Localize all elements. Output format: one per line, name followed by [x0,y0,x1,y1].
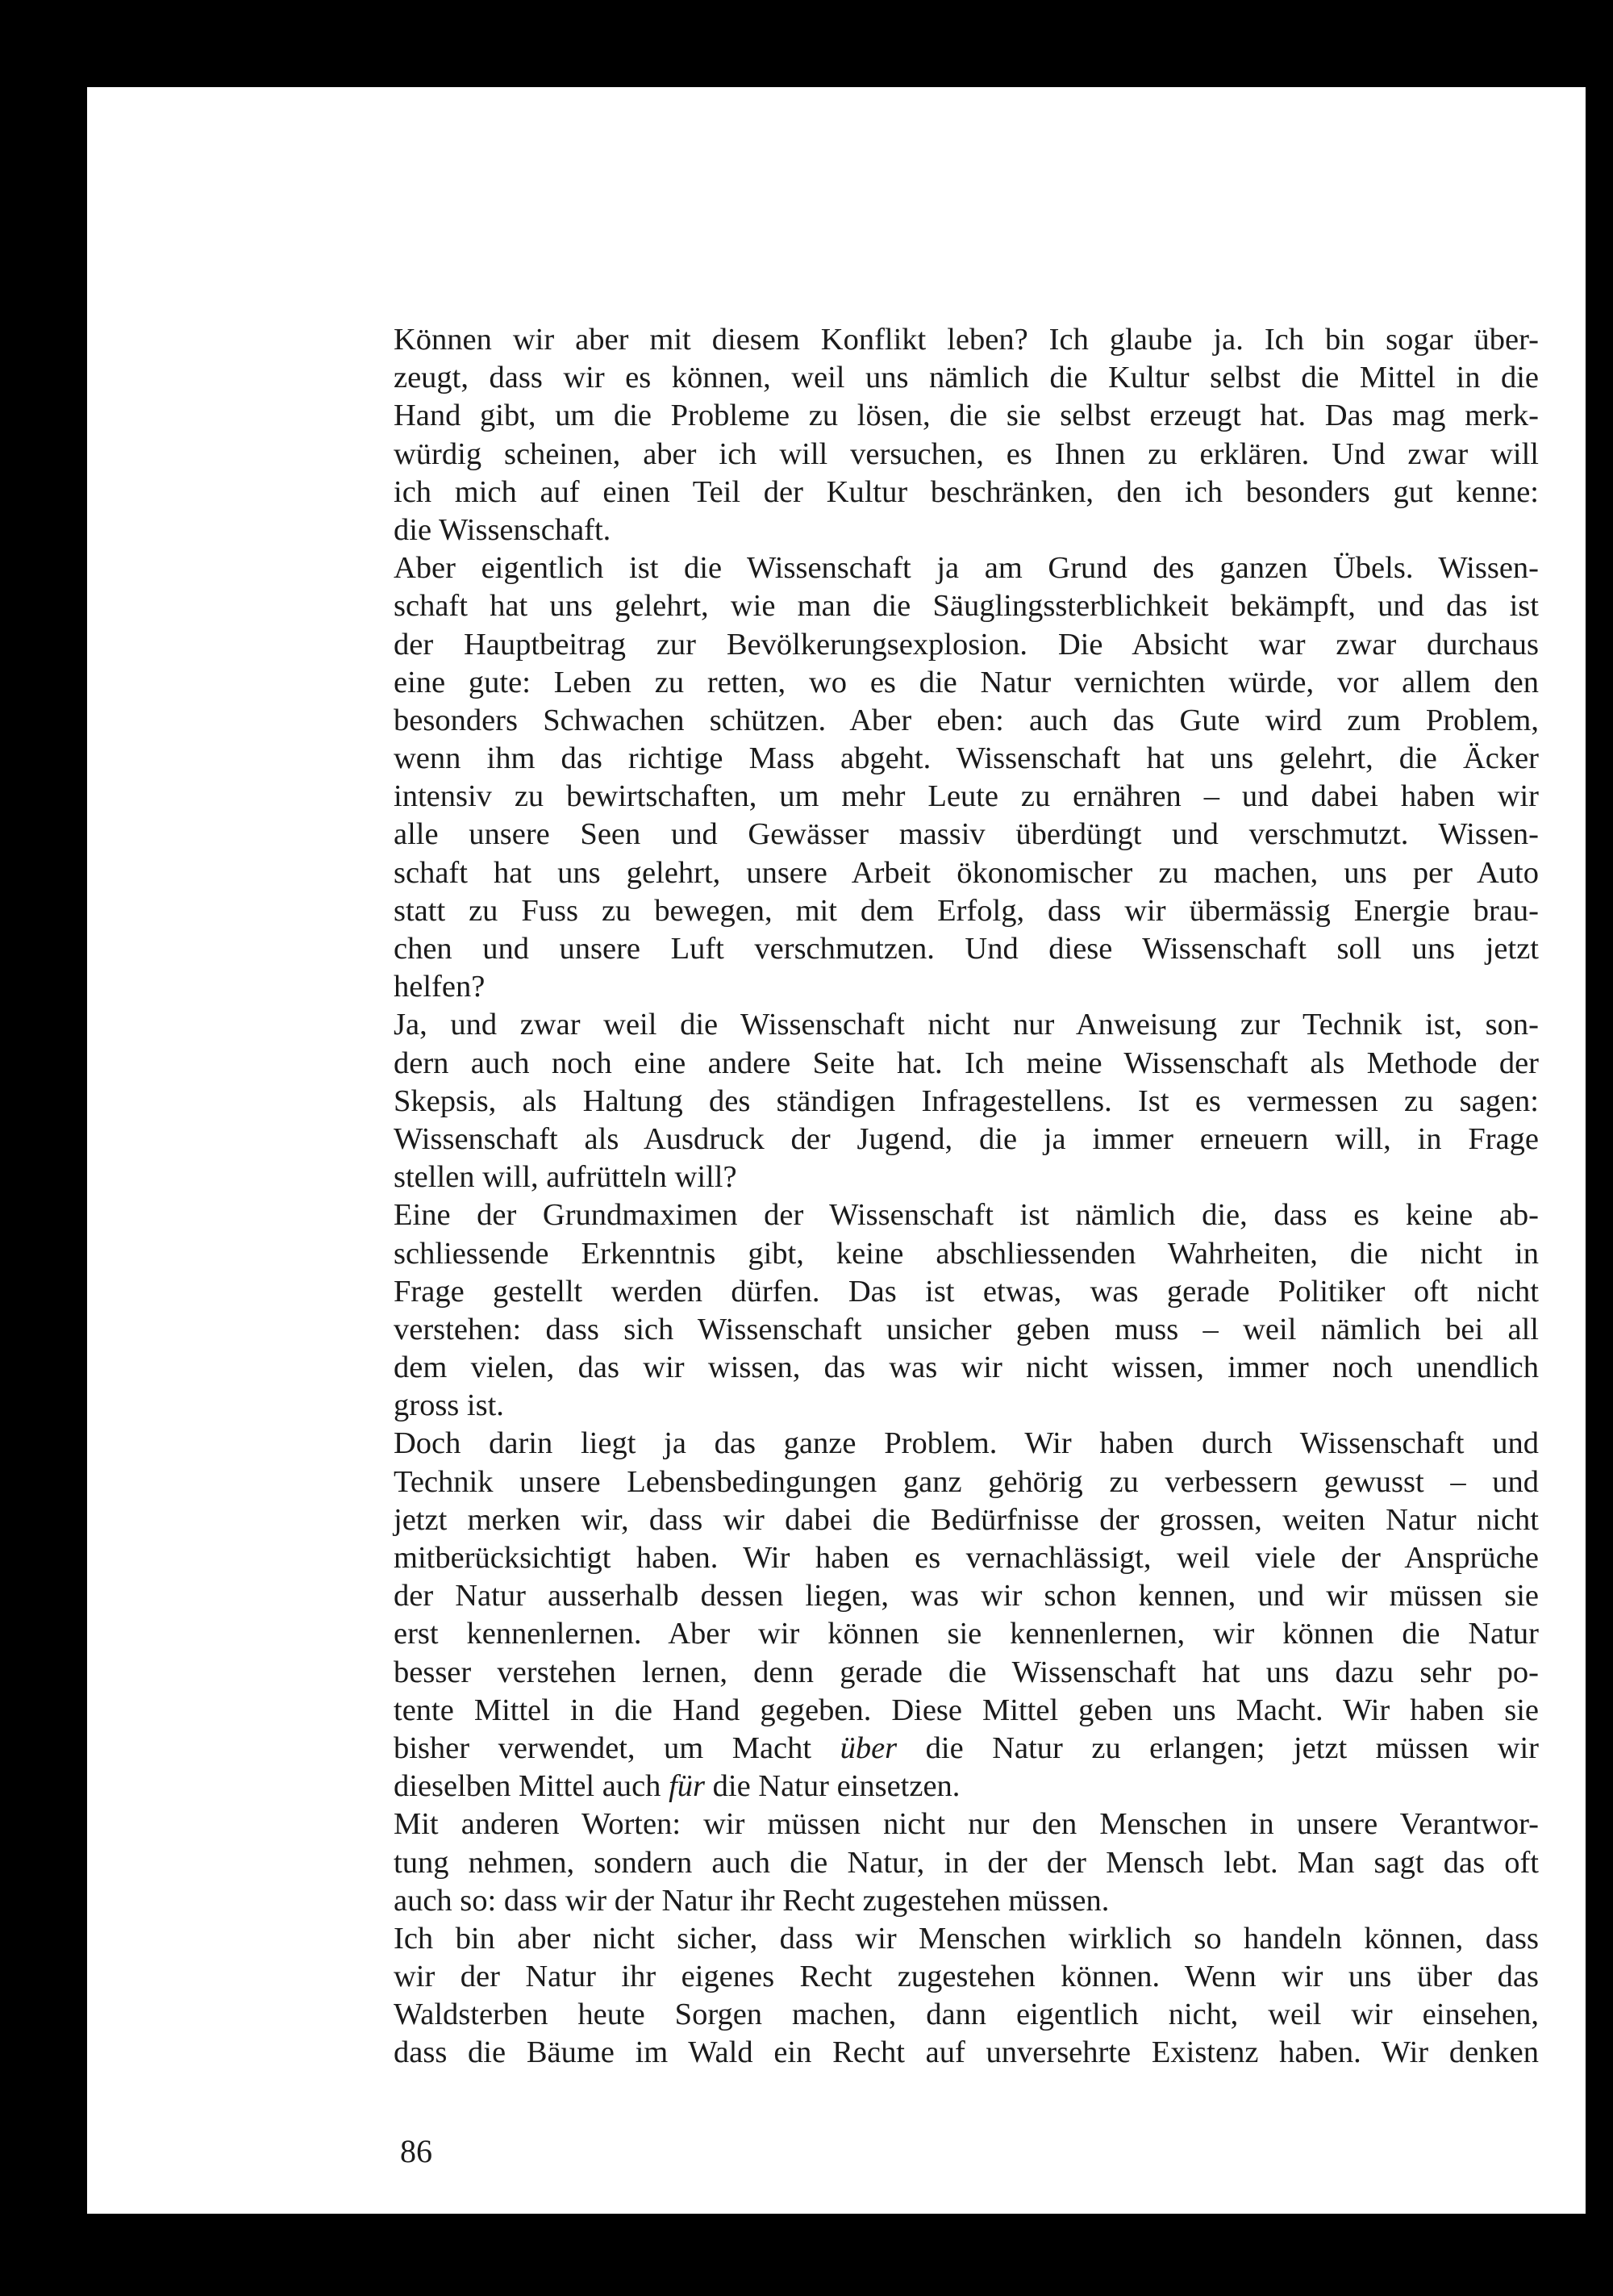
page-number: 86 [400,2133,432,2169]
text-line: zeugt, dass wir es können, weil uns nämlich die Kultur selbst die Mittel in die [394,361,1539,395]
text-line: besonders Schwachen schützen. Aber eben: auch das Gute wird zum Problem, [394,703,1539,737]
text-line: würdig scheinen, aber ich will versuchen, es Ihnen zu erklären. Und zwar will [394,436,1539,471]
text-line: Mit anderen Worten: wir müssen nicht nur den Menschen in unsere Verantwor- [394,1807,1539,1842]
text-segment: die Natur zu erlangen; jetzt müssen wir [897,1730,1539,1765]
text-segment: die Natur einsetzen. [705,1769,961,1804]
text-line: tente Mittel in die Hand gegeben. Diese Mittel geben uns Macht. Wir haben sie [394,1693,1539,1727]
text-line: die Wissenschaft. [394,512,611,547]
text-line: Technik unsere Lebensbedingungen ganz gehörig zu verbessern gewusst – und [394,1464,1539,1499]
body-text [394,321,1539,2073]
text-line: statt zu Fuss zu bewegen, mit dem Erfolg, dass wir übermässig Energie brau- [394,893,1539,928]
text-line: schaft hat uns gelehrt, unsere Arbeit ökonomischer zu machen, uns per Auto [394,855,1539,890]
text-line: gross ist. [394,1388,504,1423]
text-line: Aber eigentlich ist die Wissenschaft ja am Grund des ganzen Übels. Wissen- [394,551,1539,586]
book-page [87,87,1586,2214]
text-line: Frage gestellt werden dürfen. Das ist etwas, was gerade Politiker oft nicht [394,1274,1539,1309]
text-line: tung nehmen, sondern auch die Natur, in der der Mensch lebt. Man sagt das oft [394,1845,1539,1880]
text-line: stellen will, aufrütteln will? [394,1160,737,1195]
text-line: intensiv zu bewirtschaften, um mehr Leute zu ernähren – und dabei haben wir [394,779,1539,814]
text-line: dern auch noch eine andere Seite hat. Ich meine Wissenschaft als Methode der [394,1046,1539,1080]
text-line: wenn ihm das richtige Mass abgeht. Wissenschaft hat uns gelehrt, die Äcker [394,741,1539,776]
text-line: auch so: dass wir der Natur ihr Recht zugestehen müssen. [394,1883,1110,1918]
text-line: helfen? [394,970,486,1004]
text-line: Doch darin liegt ja das ganze Problem. Wir haben durch Wissenschaft und [394,1426,1539,1461]
text-line: Skepsis, als Haltung des ständigen Infragestellens. Ist es vermessen zu sagen: [394,1083,1539,1118]
text-line: jetzt merken wir, dass wir dabei die Bedürfnisse der grossen, weiten Natur nicht [394,1502,1539,1537]
text-line: Ja, und zwar weil die Wissenschaft nicht nur Anweisung zur Technik ist, son- [394,1008,1539,1042]
text-line [394,1768,1539,1805]
text-line: Hand gibt, um die Probleme zu lösen, die sie selbst erzeugt hat. Das mag merk- [394,399,1539,433]
text-segment: dieselben Mittel auch [394,1769,669,1804]
text-line: der Hauptbeitrag zur Bevölkerungsexplosion. Die Absicht war zwar durchaus [394,627,1539,662]
text-line: der Natur ausserhalb dessen liegen, was wir schon kennen, und wir müssen sie [394,1579,1539,1613]
text-line: chen und unsere Luft verschmutzen. Und diese Wissenschaft soll uns jetzt [394,932,1539,966]
text-line: wir der Natur ihr eigenes Recht zugestehen können. Wenn wir uns über das [394,1960,1539,1994]
text-line [394,1730,1539,1768]
text-line: Eine der Grundmaximen der Wissenschaft ist nämlich die, dass es keine ab- [394,1198,1539,1233]
text-line: erst kennenlernen. Aber wir können sie kennenlernen, wir können die Natur [394,1617,1539,1651]
text-line: schliessende Erkenntnis gibt, keine abschliessenden Wahrheiten, die nicht in [394,1236,1539,1271]
text-line: alle unsere Seen und Gewässer massiv überdüngt und verschmutzt. Wissen- [394,817,1539,852]
text-line: schaft hat uns gelehrt, wie man die Säuglingssterblichkeit bekämpft, und das ist [394,589,1539,624]
emphasized-word: über [840,1730,898,1765]
text-line: dem vielen, das wir wissen, das was wir nicht wissen, immer noch unendlich [394,1350,1539,1385]
text-line: mitberücksichtigt haben. Wir haben es vernachlässigt, weil viele der Ansprüche [394,1541,1539,1575]
emphasized-word: für [669,1769,705,1804]
text-line: besser verstehen lernen, denn gerade die Wissenschaft hat uns dazu sehr po- [394,1655,1539,1689]
text-line: Waldsterben heute Sorgen machen, dann eigentlich nicht, weil wir einsehen, [394,1998,1539,2032]
text-line: ich mich auf einen Teil der Kultur beschränken, den ich besonders gut kenne: [394,474,1539,509]
text-line: dass die Bäume im Wald ein Recht auf unversehrte Existenz haben. Wir denken [394,2035,1539,2070]
text-line: eine gute: Leben zu retten, wo es die Natur vernichten würde, vor allem den [394,665,1539,699]
text-line: Wissenschaft als Ausdruck der Jugend, die ja immer erneuern will, in Frage [394,1121,1539,1156]
text-segment: bisher verwendet, um Macht [394,1730,840,1765]
text-line: Können wir aber mit diesem Konflikt leben? Ich glaube ja. Ich bin sogar über- [394,323,1539,357]
text-line: verstehen: dass sich Wissenschaft unsicher geben muss – weil nämlich bei all [394,1312,1539,1346]
text-line: Ich bin aber nicht sicher, dass wir Menschen wirklich so handeln können, dass [394,1921,1539,1956]
